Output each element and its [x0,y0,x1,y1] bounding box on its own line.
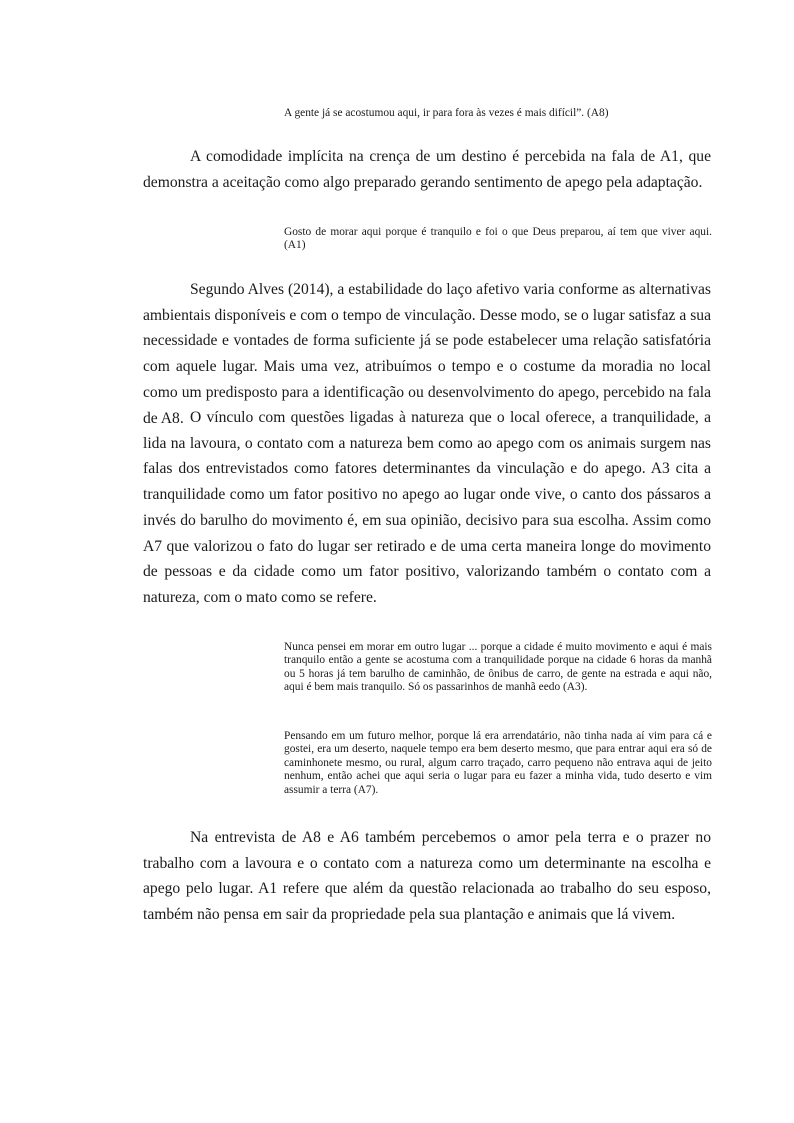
body-paragraph: O vínculo com questões ligadas à natureza que o local oferece, a tranquilidade, a lida na lavoura, o contato com a natureza bem como ao apego com os animais surgem nas falas dos entrevistados como fatores determinantes da vinculação e do apego. A3 cita a tranquilidade como um fator positivo no apego ao lugar onde vive, o canto dos pássaros a invés do barulho do movimento é, em sua opinião, decisivo para sua escolha. Assim como A7 que valorizou o fato do lugar ser retirado e de uma certa maneira longe do movimento de pessoas e da cidade como um fator positivo, valorizando também o contato com a natureza, com o mato como se refere. [143,409,711,606]
body-paragraph: Na entrevista de A8 e A6 também percebemos o amor pela terra e o prazer no trabalho com a lavoura e o contato com a natureza como um determinante na escolha e apego pelo lugar. A1 refere que além da questão relacionada ao trabalho do seu esposo, também não pensa em sair da propriedade pela sua plantação e animais que lá vivem. [143,829,711,924]
body-paragraph: Segundo Alves (2014), a estabilidade do laço afetivo varia conforme as alternativas ambientais disponíveis e com o tempo de vinculação. Desse modo, se o lugar satisfaz a sua necessidade e vontades de forma suficiente já se pode estabelecer uma relação satisfatória com aquele lugar. Mais uma vez, atribuímos o tempo e o costume da moradia no local como um predisposto para a identificação ou desenvolvimento do apego, percebido na fala de A8. [143,281,711,427]
block-quote-a7: Pensando em um futuro melhor, porque lá era arrendatário, não tinha nada aí vim para cá e gostei, era um deserto, naquele tempo era bem deserto mesmo, que para entrar aqui era só de caminhonete mesmo, ou rural, algum carro traçado, carro pequeno não entrava aqui de jeito nenhum, então achei que aqui seria o lugar para eu fazer a minha vida, tudo deserto e vim assumir a terra (A7). [284,730,712,796]
body-paragraph: A comodidade implícita na crença de um destino é percebida na fala de A1, que demonstra a aceitação como algo preparado gerando sentimento de apego pela adaptação. [143,148,711,191]
block-quote-a8: A gente já se acostumou aqui, ir para fora às vezes é mais difícil”. (A8) [284,107,609,119]
block-quote-a1: Gosto de morar aqui porque é tranquilo e foi o que Deus preparou, aí tem que viver aqui. (A1) [284,226,712,252]
block-quote-a3: Nunca pensei em morar em outro lugar ... porque a cidade é muito movimento e aqui é mais tranquilo então a gente se acostuma com a tranquilidade porque na cidade 6 horas da manhã ou 5 horas já tem barulho de caminhão, de ônibus de carro, de gente na estrada e aqui não, aqui é bem mais tranquilo. Só os passarinhos de manhã eedo (A3). [284,641,712,694]
